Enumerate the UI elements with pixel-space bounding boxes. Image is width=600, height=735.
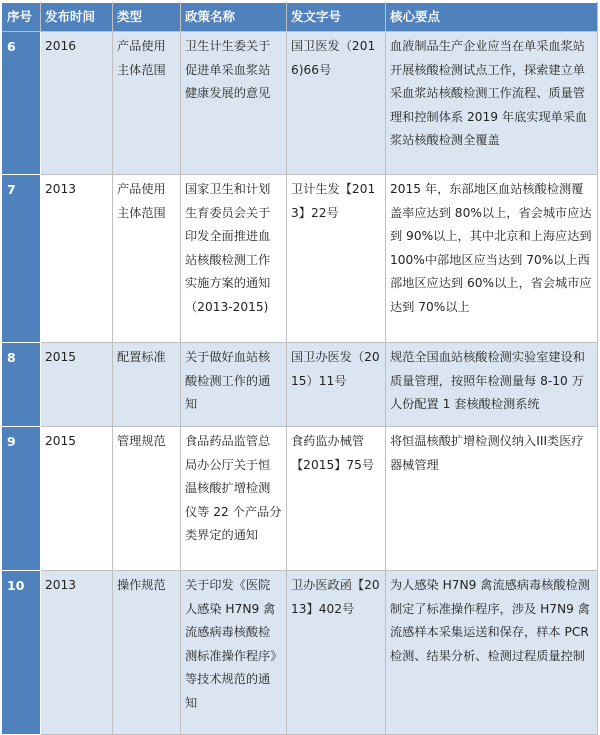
row-doc-number: 卫办医政函【2013】402号: [287, 571, 386, 735]
row-type: 配置标准: [113, 343, 181, 427]
row-no: 9: [3, 427, 41, 571]
table-header-row: [3, 3, 598, 32]
row-year: 2013: [41, 175, 113, 343]
row-type: 产品使用主体范围: [113, 32, 181, 175]
row-key-points: 为人感染 H7N9 禽流感病毒核酸检测制定了标准操作程序，涉及 H7N9 禽流感样本采集运送和保存，样本 PCR 检测、结果分析、检测过程质量控制: [386, 571, 598, 735]
row-type: 产品使用主体范围: [113, 175, 181, 343]
row-policy-name: 国家卫生和计划生育委员会关于印发全面推进血站核酸检测工作实施方案的通知（2013-2015): [181, 175, 287, 343]
row-doc-number: 食药监办械管【2015】75号: [287, 427, 386, 571]
table-row: [3, 175, 598, 343]
header-key-points: 核心要点: [386, 3, 598, 32]
row-no: 6: [3, 32, 41, 175]
table-row: [3, 427, 598, 571]
table-row: [3, 32, 598, 175]
header-doc-number: 发文字号: [287, 3, 386, 32]
row-type: 管理规范: [113, 427, 181, 571]
row-no: 8: [3, 343, 41, 427]
row-policy-name: 关于印发《医院人感染 H7N9 禽流感病毒核酸检测标准操作程序》等技术规范的通知: [181, 571, 287, 735]
row-key-points: 2015 年，东部地区血站核酸检测覆盖率应达到 80%以上，省会城市应达到 90%以上，其中北京和上海应达到 100%中部地区应当达到 70%以上西部地区应达到 60%以上，省会城市应达到 70%以上: [386, 175, 598, 343]
row-no: 10: [3, 571, 41, 735]
row-year: 2015: [41, 343, 113, 427]
row-year: 2015: [41, 427, 113, 571]
row-key-points: 将恒温核酸扩增检测仪纳入III类医疗器械管理: [386, 427, 598, 571]
row-doc-number: 国卫办医发（2015）11号: [287, 343, 386, 427]
header-policy-name: 政策名称: [181, 3, 287, 32]
row-doc-number: 卫计生发【2013】22号: [287, 175, 386, 343]
row-year: 2013: [41, 571, 113, 735]
row-no: 7: [3, 175, 41, 343]
row-policy-name: 食品药品监管总局办公厅关于恒温核酸扩增检测仪等 22 个产品分类界定的通知: [181, 427, 287, 571]
row-year: 2016: [41, 32, 113, 175]
row-key-points: 规范全国血站核酸检测实验室建设和质量管理，按照年检测量每 8-10 万人份配置 1 套核酸检测系统: [386, 343, 598, 427]
header-type: 类型: [113, 3, 181, 32]
table-row: [3, 571, 598, 735]
header-year: 发布时间: [41, 3, 113, 32]
row-doc-number: 国卫医发（2016)66号: [287, 32, 386, 175]
row-key-points: 血液制品生产企业应当在单采血浆站开展核酸检测试点工作，探索建立单采血浆站核酸检测工作流程、质量管理和控制体系 2019 年底实现单采血浆站核酸检测全覆盖: [386, 32, 598, 175]
row-policy-name: 卫生计生委关于促进单采血浆站健康发展的意见: [181, 32, 287, 175]
policy-table: [2, 2, 598, 735]
row-type: 操作规范: [113, 571, 181, 735]
row-policy-name: 关于做好血站核酸检测工作的通知: [181, 343, 287, 427]
table-row: [3, 343, 598, 427]
header-no: 序号: [3, 3, 41, 32]
